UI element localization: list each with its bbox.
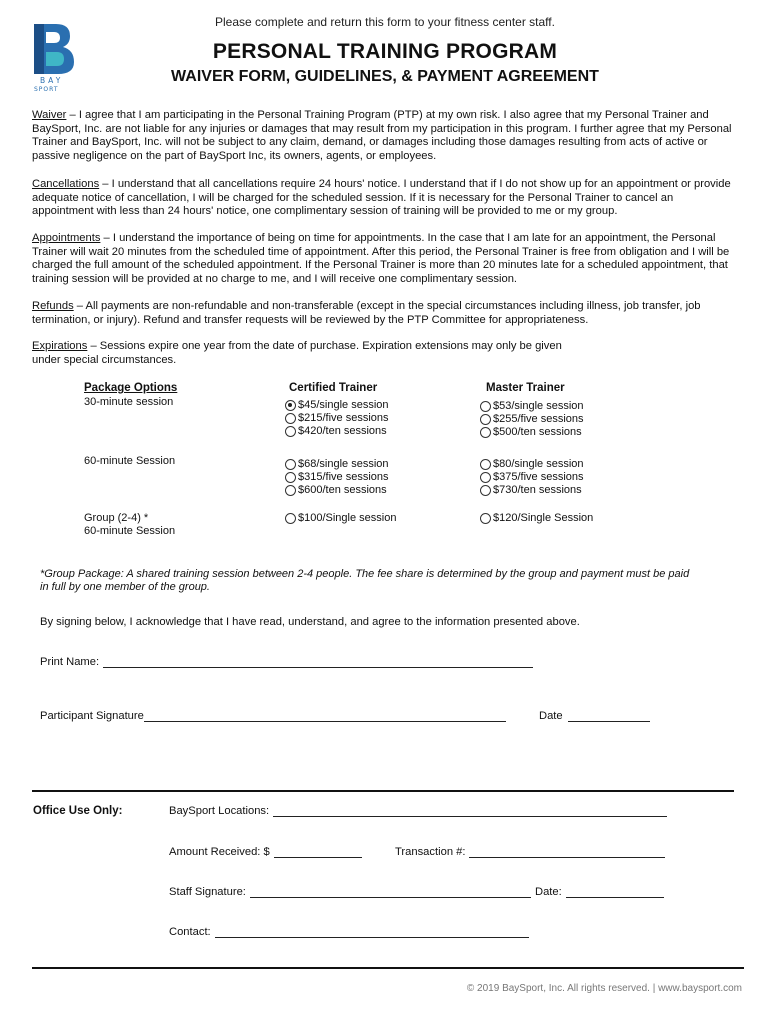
- form-subtitle: WAIVER FORM, GUIDELINES, & PAYMENT AGREEMENT: [171, 68, 599, 85]
- participant-signature-field: [40, 710, 506, 722]
- option-master-group-single[interactable]: $120/Single Session: [480, 512, 593, 525]
- staff-signature-field: [169, 886, 531, 898]
- logo-text-bay: BAY: [40, 76, 64, 85]
- waiver-heading: Waiver: [32, 109, 67, 121]
- participant-date-input[interactable]: [568, 721, 650, 722]
- staff-signature-label: Staff Signature:: [169, 886, 246, 898]
- waiver-text: – I agree that I am participating in the Personal Training Program (PTP) at my own risk. I also agree that my Personal Trainer and BaySport, Inc. are not liable for any injuries or damages that may result from my participation in this program. I further agree that my Personal Trainer and BaySport, Inc. will not be subject to any claim, demand, or damages including those damages resulting from acts of active or passive negligence on the part of BaySport Inc, its owners, agents, or employees.: [32, 109, 732, 162]
- expirations-heading: Expirations: [32, 340, 88, 352]
- master-60min-options: [480, 458, 584, 497]
- option-master-60-ten[interactable]: $730/ten sessions: [480, 484, 584, 497]
- radio-icon[interactable]: [480, 513, 491, 524]
- option-certified-30-five[interactable]: $215/five sessions: [285, 412, 389, 425]
- row-label-group: [84, 512, 175, 539]
- instruction-text: Please complete and return this form to your fitness center staff.: [215, 15, 555, 29]
- radio-selected-icon[interactable]: [285, 400, 296, 411]
- appointments-section: [32, 232, 732, 286]
- radio-icon[interactable]: [285, 485, 296, 496]
- radio-icon[interactable]: [480, 427, 491, 438]
- option-master-60-single[interactable]: $80/single session: [480, 458, 584, 471]
- master-group-options: [480, 512, 593, 525]
- transaction-label: Transaction #:: [395, 846, 466, 858]
- radio-icon[interactable]: [480, 485, 491, 496]
- option-certified-group-single[interactable]: $100/Single session: [285, 512, 396, 525]
- amount-field: [169, 846, 362, 858]
- participant-signature-input[interactable]: [144, 721, 506, 722]
- option-certified-60-ten[interactable]: $600/ten sessions: [285, 484, 389, 497]
- expirations-section: [32, 340, 732, 367]
- certified-trainer-header: Certified Trainer: [289, 382, 378, 394]
- master-30min-options: [480, 400, 584, 439]
- contact-field: [169, 926, 529, 938]
- radio-icon[interactable]: [285, 426, 296, 437]
- acknowledgement-text: By signing below, I acknowledge that I have read, understand, and agree to the information presented above.: [40, 616, 580, 628]
- radio-icon[interactable]: [480, 401, 491, 412]
- radio-icon[interactable]: [480, 472, 491, 483]
- option-certified-60-single[interactable]: $68/single session: [285, 458, 389, 471]
- participant-date-field: [539, 710, 650, 722]
- copyright-footer: © 2019 BaySport, Inc. All rights reserved. | www.baysport.com: [466, 983, 742, 994]
- option-master-60-five[interactable]: $375/five sessions: [480, 471, 584, 484]
- row-label-60min: 60-minute Session: [84, 455, 176, 467]
- print-name-input[interactable]: [103, 667, 533, 668]
- radio-icon[interactable]: [285, 513, 296, 524]
- amount-input[interactable]: [274, 857, 362, 858]
- option-master-30-five[interactable]: $255/five sessions: [480, 413, 584, 426]
- waiver-section: [32, 109, 732, 163]
- refunds-section: [32, 300, 732, 327]
- locations-input[interactable]: [273, 816, 667, 817]
- cancellations-text: – I understand that all cancellations require 24 hours' notice. I understand that if I do not show up for an appointment or provide adequate notice of cancellation, I will be charged for the scheduled session. If it is necessary for the Personal Trainer to cancel an appointment with less than 24 hours' notice, one complimentary session of training will be provided to me or my group.: [32, 178, 731, 218]
- option-master-30-single[interactable]: $53/single session: [480, 400, 584, 413]
- transaction-input[interactable]: [469, 857, 665, 858]
- radio-icon[interactable]: [285, 459, 296, 470]
- option-certified-30-single[interactable]: $45/single session: [285, 399, 389, 412]
- option-master-30-ten[interactable]: $500/ten sessions: [480, 426, 584, 439]
- form-title: PERSONAL TRAINING PROGRAM: [212, 40, 558, 63]
- staff-date-label: Date:: [535, 886, 562, 898]
- radio-icon[interactable]: [480, 414, 491, 425]
- staff-date-input[interactable]: [566, 897, 664, 898]
- refunds-heading: Refunds: [32, 300, 74, 312]
- divider-bottom: [32, 967, 744, 969]
- group-footnote: *Group Package: A shared training session between 2-4 people. The fee share is determined by the group and payment must be paid in full by one member of the group.: [40, 568, 690, 594]
- print-name-field: [40, 656, 533, 668]
- expirations-text-2: under special circumstances.: [32, 353, 177, 366]
- amount-label: Amount Received: $: [169, 846, 270, 858]
- staff-signature-input[interactable]: [250, 897, 531, 898]
- certified-group-options: [285, 512, 396, 525]
- transaction-field: [395, 846, 665, 858]
- logo-text-sport: SPORT: [34, 86, 59, 92]
- participant-signature-label: Participant Signature: [40, 710, 144, 722]
- appointments-text: – I understand the importance of being on time for appointments. In the case that I am late for an appointment, the Personal Trainer will wait 20 minutes from the scheduled time of appointment. After this period, the Personal Trainer is free from obligation and I will be charged the full amount of the scheduled appointment. If the Personal Trainer is more than 20 minutes late for a scheduled appointment, that training session will be provided at no charge to me, and I will receive one complimentary session.: [32, 232, 730, 285]
- locations-field: [169, 805, 667, 817]
- option-certified-30-ten[interactable]: $420/ten sessions: [285, 425, 389, 438]
- radio-icon[interactable]: [285, 472, 296, 483]
- master-trainer-header: Master Trainer: [486, 382, 565, 394]
- certified-60min-options: [285, 458, 389, 497]
- certified-30min-options: [285, 399, 389, 438]
- divider-top: [32, 790, 734, 792]
- contact-label: Contact:: [169, 926, 211, 938]
- radio-icon[interactable]: [285, 413, 296, 424]
- office-use-heading: Office Use Only:: [33, 805, 123, 817]
- option-certified-60-five[interactable]: $315/five sessions: [285, 471, 389, 484]
- row-label-30min: 30-minute session: [84, 396, 174, 408]
- appointments-heading: Appointments: [32, 232, 101, 244]
- radio-icon[interactable]: [480, 459, 491, 470]
- cancellations-section: [32, 178, 732, 219]
- cancellations-heading: Cancellations: [32, 178, 100, 190]
- expirations-text: – Sessions expire one year from the date of purchase. Expiration extensions may only be given: [87, 340, 562, 352]
- refunds-text: – All payments are non-refundable and non-transferable (except in the special circumstances including illness, job transfer, job termination, or injury). Refund and transfer requests will be reviewed by the PTP Committee for appropriateness.: [32, 300, 701, 326]
- group-label-duration: 60-minute Session: [84, 525, 176, 538]
- package-options-header: Package Options: [84, 382, 178, 394]
- participant-date-label: Date: [539, 710, 563, 722]
- contact-input[interactable]: [215, 937, 529, 938]
- locations-label: BaySport Locations:: [169, 805, 270, 817]
- staff-date-field: [535, 886, 664, 898]
- print-name-label: Print Name:: [40, 656, 100, 668]
- group-label: Group (2-4) *: [84, 512, 149, 524]
